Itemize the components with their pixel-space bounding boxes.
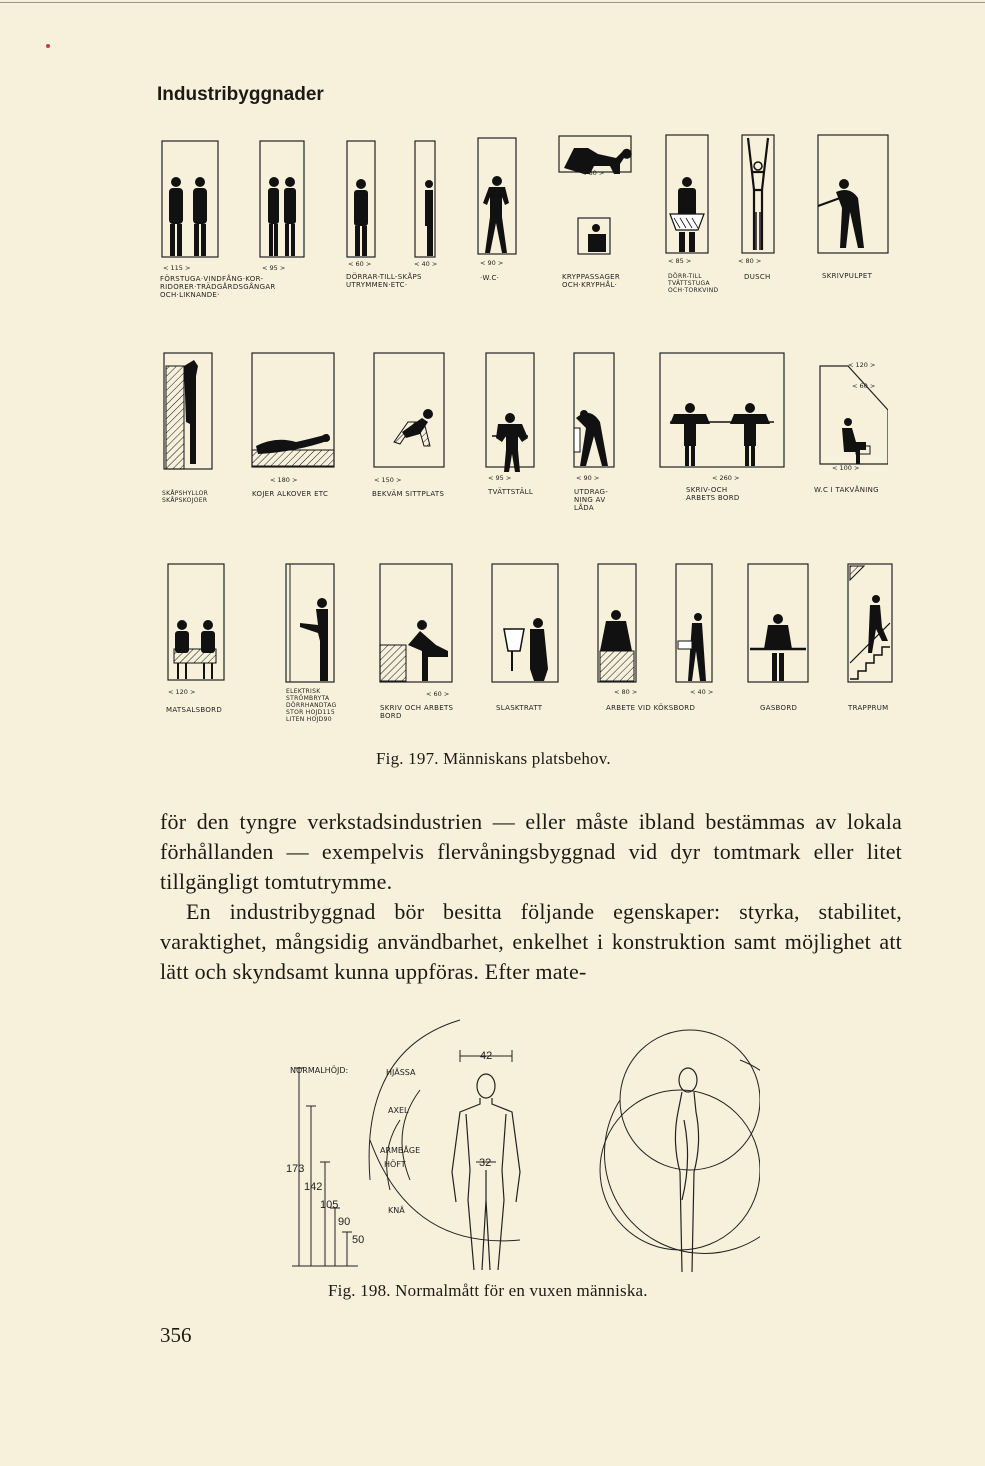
dim-takvaning-w: < 120 > bbox=[848, 361, 876, 369]
label-tvattstall: TVÄTTSTÄLL bbox=[488, 488, 534, 496]
utdragning-drawing bbox=[572, 352, 622, 472]
page-number: 356 bbox=[160, 1323, 192, 1347]
plate-trapprum bbox=[840, 563, 900, 688]
kojer-drawing bbox=[250, 352, 340, 472]
paragraph-1: för den tyngre verkstadsindustrien — eller måste ibland bestämmas av lokala förhållanden — exempelvis flervåningsbyggnad vid dyr tomtmark eller litet tillgängligt tomtutrymme. bbox=[160, 809, 902, 894]
dim-takvaning-w3: < 100 > bbox=[832, 464, 860, 472]
takvaning-drawing bbox=[808, 352, 888, 472]
label-utdragning: UTDRAG- NING AV LÅDA bbox=[574, 488, 609, 512]
label-wc: ·W.C· bbox=[480, 274, 500, 282]
dim-takvaning-w2: < 60 > bbox=[852, 382, 876, 390]
label-trapprum: TRAPPRUM bbox=[848, 704, 889, 712]
dim-sittplats-w: < 150 > bbox=[374, 476, 402, 484]
dim-dorrar-w: < 60 > bbox=[348, 260, 372, 268]
tvatt-drawing bbox=[664, 134, 714, 259]
running-header: Industribyggnader bbox=[157, 84, 324, 105]
skrivbord-drawing bbox=[658, 352, 788, 472]
forstuga-2-drawing bbox=[258, 140, 308, 260]
plate-skapshyllor bbox=[162, 352, 222, 477]
tvattstall-drawing bbox=[484, 352, 544, 472]
label-skapshyllor: SKÅPSHYLLOR SKÅPSKOJOER bbox=[162, 490, 209, 504]
plate-forstuga-2 bbox=[258, 140, 308, 260]
plate-elektrisk bbox=[282, 563, 342, 688]
label-kryp: KRYPPASSAGER OCH·KRYPHÅL· bbox=[562, 273, 621, 289]
dorrar-drawing bbox=[345, 140, 445, 260]
fig198-hip-width: 32 bbox=[479, 1157, 492, 1169]
label-takvaning: W.C I TAKVÅNING bbox=[814, 486, 879, 494]
dim-kryp-w: < 60 > bbox=[581, 169, 605, 177]
label-skrivbord: SKRIV-OCH ARBETS BORD bbox=[686, 486, 740, 502]
plate-kojer bbox=[250, 352, 340, 472]
plate-takvaning bbox=[808, 352, 888, 472]
matsal-drawing bbox=[166, 563, 226, 683]
skrivpulpet-drawing bbox=[816, 134, 896, 259]
wc-drawing bbox=[476, 137, 526, 257]
fig198-height-50: 50 bbox=[352, 1234, 365, 1246]
plate-dorrar bbox=[345, 140, 445, 260]
fig198-height-105: 105 bbox=[320, 1199, 339, 1211]
kryp-drawing bbox=[556, 134, 636, 264]
label-dorrar: DÖRRAR-TILL-SKÅPS UTRYMMEN·ETC· bbox=[346, 273, 422, 289]
fig198-part-kna: KNÄ bbox=[388, 1206, 405, 1215]
dim-skrivbord-w: < 260 > bbox=[712, 474, 740, 482]
plate-gasbord bbox=[746, 563, 816, 688]
top-rule bbox=[0, 2, 985, 3]
dim-koksbord-w2: < 40 > bbox=[690, 688, 714, 696]
dusch-drawing bbox=[732, 134, 782, 259]
label-tvatt: DÖRR-TILL TVÄTTSTUGA OCH·TORKVIND bbox=[668, 273, 719, 294]
skapshyllor-drawing bbox=[162, 352, 222, 477]
trapprum-drawing bbox=[840, 563, 900, 688]
fig198-height-90: 90 bbox=[338, 1216, 351, 1228]
plate-tvatt bbox=[664, 134, 714, 259]
dim-tvattstall-w: < 95 > bbox=[488, 474, 512, 482]
plate-matsal bbox=[166, 563, 226, 683]
dim-dorrar-w2: < 40 > bbox=[414, 260, 438, 268]
fig198-height-173: 173 bbox=[286, 1163, 305, 1175]
dim-kojer-w: < 180 > bbox=[270, 476, 298, 484]
fig198-part-hoft: HÖFT bbox=[384, 1160, 406, 1169]
label-koksbord: ARBETE VID KÖKSBORD bbox=[606, 704, 696, 712]
slasktratt-drawing bbox=[490, 563, 560, 688]
fig198-part-hjassa: HJÄSSA bbox=[386, 1068, 416, 1077]
dim-wc-w: < 90 > bbox=[480, 259, 504, 267]
fig198-part-axel: AXEL bbox=[388, 1106, 409, 1115]
plate-forstuga bbox=[160, 140, 230, 260]
label-slasktratt: SLASKTRATT bbox=[496, 704, 543, 712]
label-kojer: KOJER ALKOVER ETC bbox=[252, 490, 329, 498]
gasbord-drawing bbox=[746, 563, 816, 688]
dim-forstuga-w2: < 95 > bbox=[262, 264, 286, 272]
elektrisk-drawing bbox=[282, 563, 342, 688]
plate-skrivpulpet bbox=[816, 134, 896, 259]
plate-tvattstall bbox=[484, 352, 544, 472]
plate-skrivbord bbox=[658, 352, 788, 472]
plate-koksbord bbox=[596, 563, 726, 688]
label-forstuga: FÖRSTUGA·VINDFÅNG·KOR- RIDORER·TRÄDGÅRDSGÅNGAR OCH·LIKNANDE· bbox=[160, 275, 276, 299]
koksbord-drawing bbox=[596, 563, 726, 688]
plate-skrivarbets bbox=[378, 563, 458, 688]
fig198-caption: Fig. 198. Normalmått för en vuxen människa. bbox=[328, 1281, 648, 1300]
label-gasbord: GASBORD bbox=[760, 704, 798, 712]
paragraph-2: En industribyggnad bör besitta följande egenskaper: styrka, stabilitet, varaktighet, mångsidig användbarhet, enkelhet i konstruktion samt möjlighet att lätt och skyndsamt kunna uppföras. Efter mate- bbox=[160, 899, 902, 984]
sittplats-drawing bbox=[372, 352, 452, 472]
plate-wc bbox=[476, 137, 526, 257]
dim-tvatt-w: < 85 > bbox=[668, 257, 692, 265]
label-skrivarbets: SKRIV OCH ARBETS BORD bbox=[380, 704, 454, 720]
fig198-height-142: 142 bbox=[304, 1181, 323, 1193]
dim-skrivarbets-w: < 60 > bbox=[426, 690, 450, 698]
plate-dusch bbox=[732, 134, 782, 259]
label-skrivpulpet: SKRIVPULPET bbox=[822, 272, 873, 280]
dim-koksbord-w: < 80 > bbox=[614, 688, 638, 696]
plate-utdragning bbox=[572, 352, 622, 472]
dim-utdragning-w: < 90 > bbox=[576, 474, 600, 482]
fig198-normal-label: NORMALHÖJD: bbox=[290, 1066, 349, 1075]
label-sittplats: BEKVÄM SITTPLATS bbox=[372, 490, 445, 498]
fig198-part-armbage: ARMBÅGE bbox=[380, 1146, 421, 1155]
label-dusch: DUSCH bbox=[744, 273, 771, 281]
fig198-shoulder-width: 42 bbox=[480, 1050, 493, 1062]
plate-slasktratt bbox=[490, 563, 560, 688]
label-elektrisk: ELEKTRISK STRÖMBRYTA DÖRRHANDTAG STOR HOJD115 LITEN HOJD90 bbox=[286, 688, 337, 723]
label-matsal: MATSALSBORD bbox=[166, 706, 223, 714]
skrivarbets-drawing bbox=[378, 563, 458, 688]
dim-dusch-w: < 80 > bbox=[738, 257, 762, 265]
plate-kryp bbox=[556, 134, 636, 264]
body-text bbox=[160, 807, 902, 987]
plate-sittplats bbox=[372, 352, 452, 472]
dim-forstuga-w: < 115 > bbox=[163, 264, 191, 272]
margin-dot bbox=[46, 44, 50, 48]
forstuga-drawing bbox=[160, 140, 230, 260]
dim-matsal-w: < 120 > bbox=[168, 688, 196, 696]
fig197-caption: Fig. 197. Människans platsbehov. bbox=[376, 749, 611, 768]
